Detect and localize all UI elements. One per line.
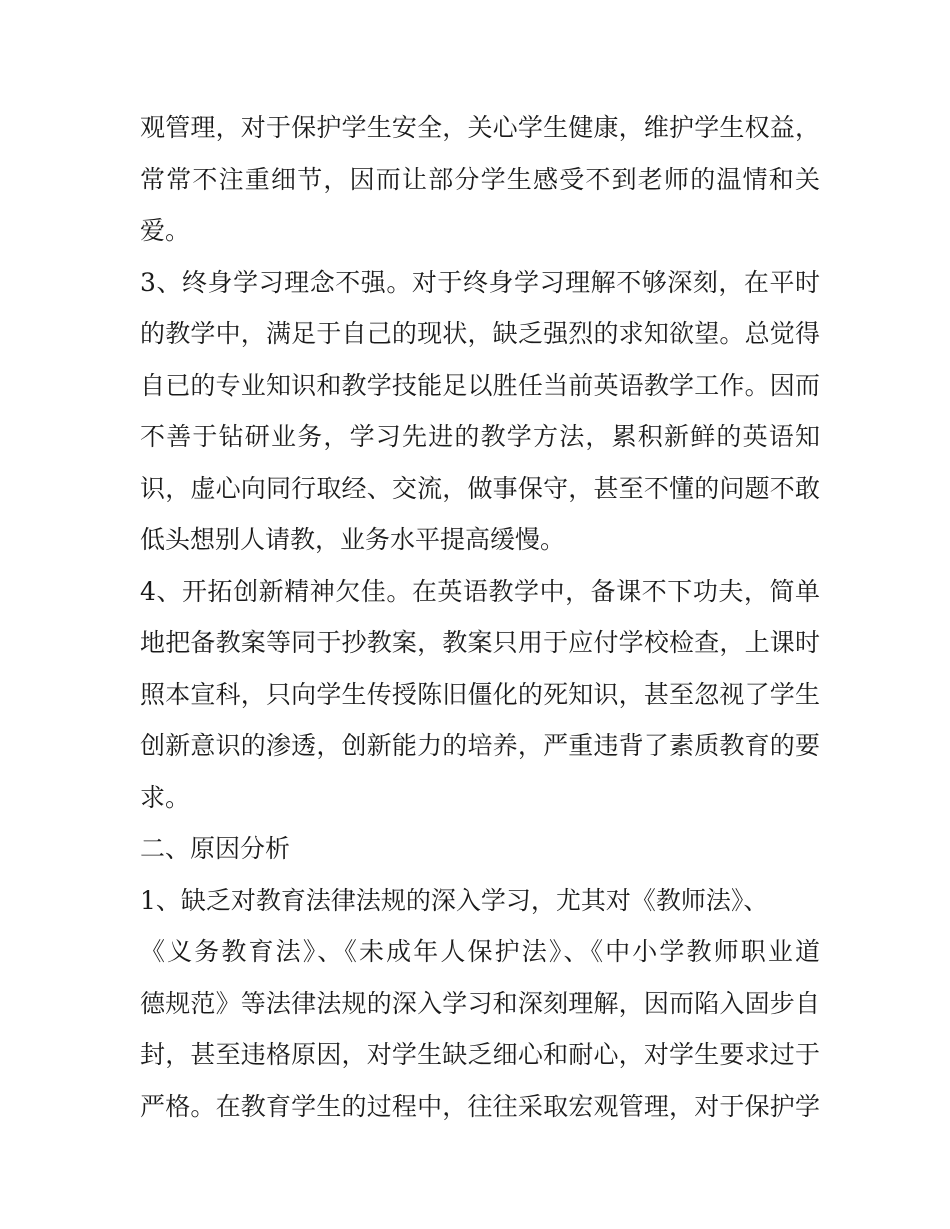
text-line: 低头想别人请教，业务水平提高缓慢。 <box>140 525 566 554</box>
section-heading: 二、原因分析 <box>140 834 291 863</box>
text-line: 的教学中，满足于自己的现状，缺乏强烈的求知欲望。总觉得 <box>140 319 820 348</box>
text-line: 《义务教育法》、《未成年人保护法》、《中小学教师职业道 <box>140 937 820 966</box>
text-line: 爱。 <box>140 216 191 245</box>
text-line: 严格。在教育学生的过程中，往往采取宏观管理，对于保护学 <box>140 1091 820 1121</box>
text-line: 创新意识的渗透，创新能力的培养，严重违背了素质教育的要 <box>140 731 820 760</box>
text-line: 4、开拓创新精神欠佳。在英语教学中，备课不下功夫，简单 <box>140 576 820 606</box>
text-line: 3、终身学习理念不强。对于终身学习理解不够深刻，在平时 <box>140 267 820 297</box>
text-line: 地把备教案等同于抄教案，教案只用于应付学校检查，上课时 <box>140 628 820 657</box>
text-line: 观管理，对于保护学生安全，关心学生健康，维护学生权益， <box>140 113 820 142</box>
text-line: 求。 <box>140 782 191 812</box>
text-line: 照本宣科，只向学生传授陈旧僵化的死知识，甚至忽视了学生 <box>140 679 820 709</box>
document-body <box>140 102 820 1132</box>
text-line: 自已的专业知识和教学技能足以胜任当前英语教学工作。因而 <box>140 370 820 400</box>
text-line: 不善于钻研业务，学习先进的教学方法，累积新鲜的英语知 <box>140 422 820 451</box>
text-line: 识，虚心向同行取经、交流，做事保守，甚至不懂的问题不敢 <box>140 473 820 503</box>
text-line: 常常不注重细节，因而让部分学生感受不到老师的温情和关 <box>140 164 820 194</box>
text-line: 德规范》等法律法规的深入学习和深刻理解，因而陷入固步自 <box>140 988 820 1018</box>
text-line: 1、缺乏对教育法律法规的深入学习，尤其对《教师法》、 <box>140 885 769 915</box>
text-line: 封，甚至违格原因，对学生缺乏细心和耐心，对学生要求过于 <box>140 1040 820 1069</box>
